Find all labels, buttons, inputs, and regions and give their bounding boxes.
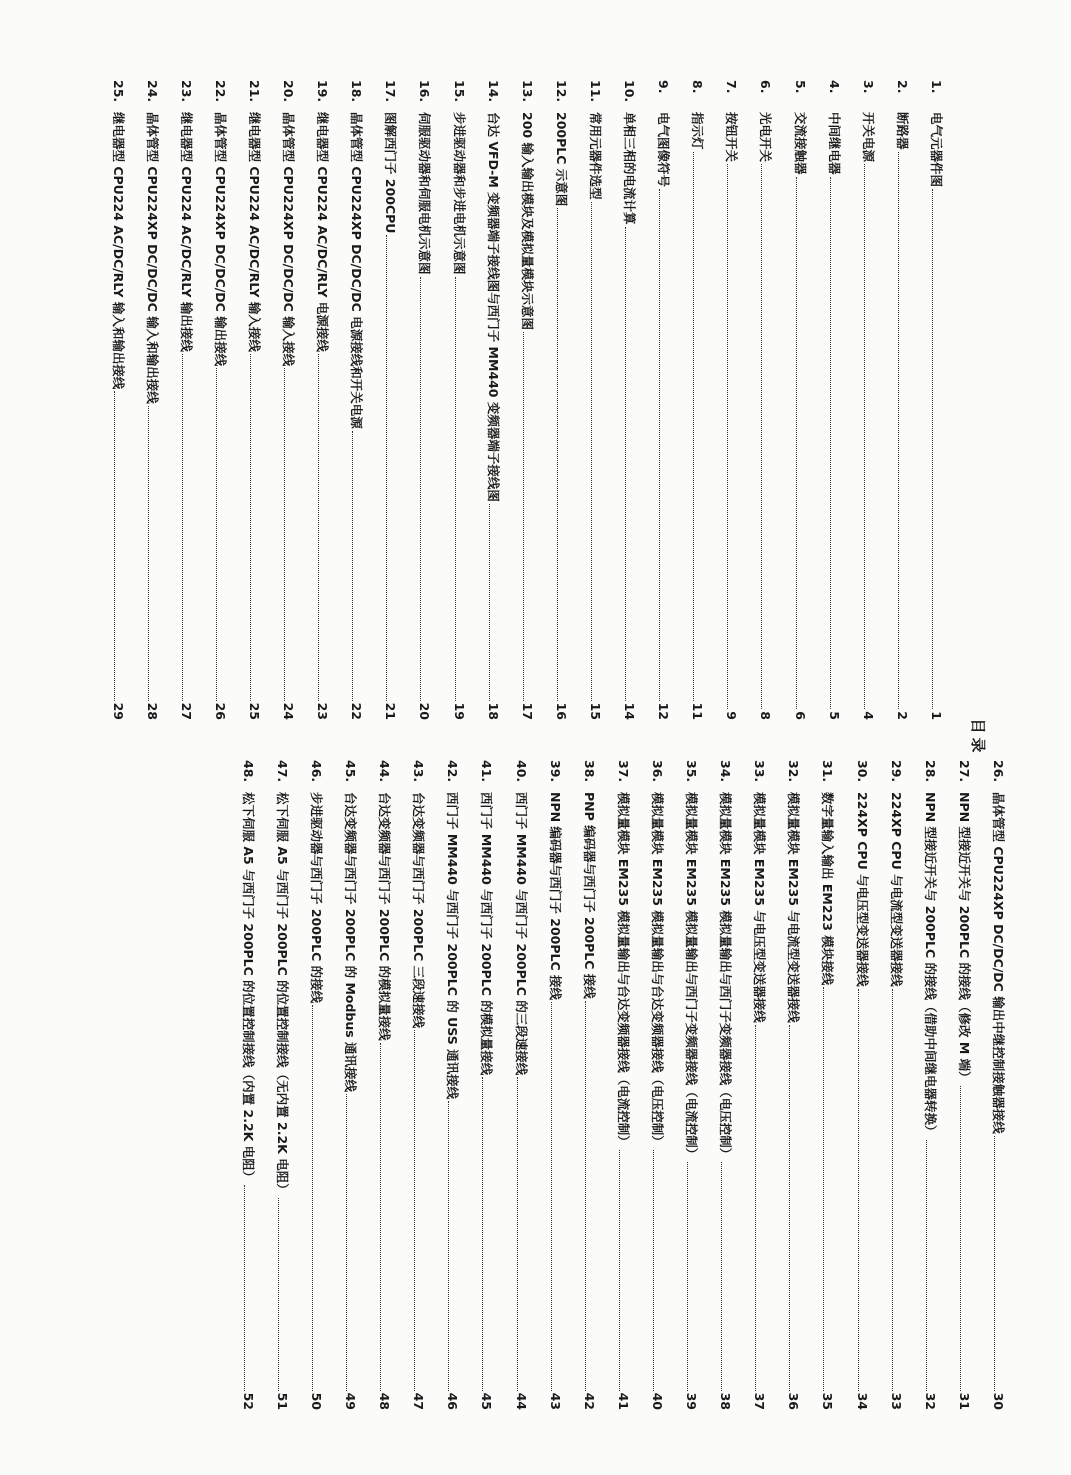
toc-leader-dots — [216, 368, 217, 700]
toc-entry — [685, 80, 707, 720]
toc-leader-dots — [312, 1005, 313, 1390]
toc-entry-number: 16. — [417, 80, 433, 103]
toc-entry-page: 36 — [786, 1392, 802, 1410]
toc-entry-number: 34. — [718, 760, 734, 783]
toc-entry-page: 11 — [690, 702, 706, 720]
toc-leader-dots — [278, 1198, 279, 1391]
toc-entry-page: 49 — [343, 1392, 359, 1410]
toc-leader-dots — [659, 189, 660, 701]
toc-entry — [344, 80, 366, 720]
toc-entry-page: 2 — [894, 711, 910, 720]
page-title: 目录 — [969, 718, 987, 757]
toc-entry-title: 松下伺服 A5 与西门子 200PLC 的位置控制接线（内置 2.2K 电阻） — [240, 792, 256, 1184]
toc-entry — [651, 80, 673, 720]
toc-leader-dots — [386, 235, 387, 700]
toc-entry-title: 常用元器件选型 — [588, 112, 603, 200]
toc-entry-page: 12 — [656, 702, 672, 720]
toc-entry-title: 200 输入输出模块及模拟量模块示意图 — [519, 112, 535, 330]
toc-entry-number: 45. — [343, 760, 359, 783]
toc-entry-page: 17 — [519, 702, 535, 720]
toc-entry — [583, 80, 605, 720]
toc-entry-page: 48 — [377, 1392, 393, 1410]
toc-leader-dots — [892, 989, 893, 1391]
toc-leader-dots — [380, 1043, 381, 1391]
toc-leader-dots — [517, 1077, 518, 1390]
toc-leader-dots — [591, 202, 592, 701]
toc-entry-title: 模拟量模块 EM235 模拟量输出与西门子变频器接线（电压控制） — [718, 792, 734, 1161]
toc-entry-number: 24. — [144, 80, 160, 103]
toc-entry-page: 29 — [110, 702, 126, 720]
toc-entry-title: 晶体管型 CPU224XP DC/DC/DC 输入接线 — [281, 112, 297, 367]
toc-entry-number: 28. — [922, 760, 938, 783]
toc-entry — [481, 80, 503, 720]
toc-entry-page: 51 — [274, 1392, 290, 1410]
toc-leader-dots — [796, 177, 797, 710]
toc-entry-page: 27 — [178, 702, 194, 720]
toc-entry — [781, 760, 803, 1410]
toc-entry-number: 20. — [281, 80, 297, 103]
toc-leader-dots — [864, 164, 865, 709]
toc-entry-title: 模拟量模块 EM235 与电流型变送器接线 — [786, 792, 802, 1023]
toc-entry-title: 台达变频器与西门子 200PLC 的模拟量接线 — [377, 792, 393, 1041]
toc-entry-title: 按钮开关 — [724, 112, 740, 163]
toc-entry-page: 26 — [212, 702, 228, 720]
toc-entry — [918, 760, 940, 1410]
toc-entry — [719, 80, 741, 720]
toc-entry-title: 台达 VFD-M 变频器端子接线图与西门子 MM440 变频器端子接线图 — [485, 112, 501, 502]
toc-entry-number: 17. — [383, 80, 399, 103]
toc-leader-dots — [762, 164, 763, 709]
toc-entry-number: 48. — [240, 760, 256, 783]
toc-leader-dots — [693, 152, 694, 701]
toc-leader-dots — [523, 332, 524, 701]
toc-entry-number: 4. — [826, 80, 842, 94]
toc-entry-title: 继电器型 CPU224 AC/DC/RLY 输出接线 — [178, 112, 194, 352]
toc-entry-page: 40 — [650, 1392, 665, 1410]
toc-leader-dots — [687, 1162, 688, 1390]
toc-entry-number: 6. — [758, 80, 774, 94]
toc-leader-dots — [830, 177, 831, 710]
toc-entry — [952, 760, 974, 1410]
toc-leader-dots — [619, 1150, 620, 1391]
toc-entry — [816, 760, 838, 1410]
toc-entry-title: 晶体管型 CPU224XP DC/DC/DC 输出中继控制接触器接线 — [991, 792, 1006, 1134]
toc-entry-page: 5 — [826, 711, 842, 720]
toc-entry-number: 2. — [894, 80, 910, 94]
toc-entry — [747, 760, 769, 1410]
toc-entry-title: NPN 型接近开关与 200PLC 的接线（修改 M 端） — [956, 792, 972, 1084]
toc-entry — [850, 760, 872, 1410]
toc-leader-dots — [551, 1002, 552, 1391]
toc-entry-page: 28 — [144, 702, 160, 720]
toc-entry-title: 台达变频器与西门子 200PLC 的 Modbus 通讯接线 — [343, 792, 359, 1093]
toc-entry-title: 继电器型 CPU224 AC/DC/RLY 电源接线 — [315, 112, 331, 352]
toc-entry-title: 步进驱动器与西门子 200PLC 的接线 — [309, 792, 324, 1004]
toc-entry — [140, 80, 162, 720]
toc-entry-page: 22 — [349, 702, 365, 720]
toc-leader-dots — [898, 152, 899, 710]
toc-entry-number: 9. — [656, 80, 672, 94]
toc-entry-number: 8. — [690, 80, 706, 94]
toc-entry-page: 16 — [553, 702, 569, 720]
toc-leader-dots — [414, 1030, 415, 1390]
toc-entry-page: 23 — [315, 702, 331, 720]
toc-entry-number: 41. — [479, 760, 495, 783]
toc-entry-page: 34 — [854, 1392, 870, 1410]
toc-leader-dots — [148, 406, 149, 701]
toc-entry — [106, 80, 128, 720]
toc-leader-dots — [727, 164, 728, 709]
toc-entry-number: 18. — [349, 80, 365, 103]
toc-entry-page: 45 — [479, 1392, 495, 1410]
toc-entry-number: 37. — [615, 760, 631, 783]
toc-entry-number: 32. — [786, 760, 802, 783]
toc-entry-number: 12. — [553, 80, 569, 103]
toc-entry-page: 21 — [383, 702, 399, 720]
toc-leader-dots — [346, 1094, 347, 1391]
toc-entry-page: 33 — [888, 1392, 904, 1410]
toc-entry — [788, 80, 810, 720]
toc-entry — [236, 760, 258, 1410]
toc-entry-number: 14. — [485, 80, 501, 103]
toc-entry-page: 44 — [513, 1392, 529, 1410]
toc-entry-number: 15. — [451, 80, 467, 103]
toc-entry-title: PNP 编码器与西门子 200PLC 接线 — [581, 792, 597, 999]
toc-entry — [754, 80, 776, 720]
toc-entry-page: 6 — [792, 711, 808, 720]
toc-entry-number: 42. — [445, 760, 461, 783]
toc-entry-page: 14 — [622, 702, 638, 720]
toc-leader-dots — [421, 277, 422, 701]
toc-entry-title: 模拟量模块 EM235 与电压型变送器接线 — [752, 792, 768, 1023]
toc-entry-title: 西门子 MM440 与西门子 200PLC 的模拟量接线 — [479, 792, 495, 1076]
toc-entry-number: 13. — [519, 80, 535, 103]
toc-entry — [338, 760, 360, 1410]
toc-entry — [577, 760, 599, 1410]
toc-leader-dots — [994, 1136, 995, 1391]
toc-entry — [310, 80, 332, 720]
toc-leader-dots — [182, 354, 183, 701]
toc-entry — [645, 760, 667, 1410]
toc-entry — [884, 760, 906, 1410]
toc-entry — [713, 760, 735, 1410]
toc-entry-title: 晶体管型 CPU224XP DC/DC/DC 电源接线和开关电源 — [349, 112, 365, 429]
toc-entry-number: 33. — [752, 760, 768, 783]
toc-entry-title: 晶体管型 CPU224XP DC/DC/DC 输入和输出接线 — [144, 112, 160, 404]
toc-entry-page: 47 — [411, 1392, 427, 1410]
toc-leader-dots — [932, 189, 933, 709]
toc-leader-dots — [789, 1025, 790, 1391]
toc-entry-title: 晶体管型 CPU224XP DC/DC/DC 输出接线 — [212, 112, 228, 367]
toc-entry-page: 4 — [860, 711, 876, 720]
toc-leader-dots — [557, 208, 558, 700]
toc-entry-title: 松下伺服 A5 与西门子 200PLC 的位置控制接线（无内置 2.2K 电阻） — [274, 792, 290, 1196]
toc-entry-number: 43. — [411, 760, 427, 783]
toc-entry-title: NPN 型接近开关与 200PLC 的接线（借助中间继电器转换） — [922, 792, 938, 1138]
toc-entry-number: 46. — [309, 760, 324, 783]
toc-leader-dots — [653, 1150, 654, 1391]
toc-leader-dots — [755, 1025, 756, 1391]
toc-entry-title: 224XP CPU 与电压型变送器接线 — [854, 792, 870, 987]
toc-entry-number: 39. — [547, 760, 563, 783]
toc-leader-dots — [721, 1162, 722, 1390]
toc-leader-dots — [585, 1001, 586, 1391]
toc-entry-number: 40. — [513, 760, 529, 783]
toc-entry — [406, 760, 428, 1410]
toc-entry-title: 电气图像符号 — [656, 112, 672, 188]
toc-entry-title: 开关电源 — [860, 112, 876, 163]
toc-leader-dots — [352, 431, 353, 701]
toc-entry-number: 7. — [724, 80, 740, 94]
toc-entry-page: 35 — [820, 1392, 836, 1410]
toc-entry-title: 西门子 MM440 与西门子 200PLC 的三段速接线 — [513, 792, 529, 1076]
toc-entry-title: 伺服驱动器和伺服电机示意图 — [417, 112, 433, 275]
toc-entry-number: 36. — [650, 760, 665, 783]
toc-entry-page: 24 — [281, 702, 297, 720]
toc-entry-page: 37 — [752, 1392, 768, 1410]
toc-entry-page: 30 — [991, 1392, 1006, 1410]
toc-entry — [378, 80, 400, 720]
toc-leader-dots — [960, 1086, 961, 1391]
toc-entry — [856, 80, 878, 720]
toc-entry — [242, 80, 264, 720]
toc-entry-page: 18 — [485, 702, 501, 720]
toc-leader-dots — [858, 989, 859, 1391]
toc-entry-title: 数字量输入输出 EM223 模块接线 — [820, 792, 836, 986]
toc-entry-number: 31. — [820, 760, 836, 783]
toc-entry-number: 23. — [178, 80, 194, 103]
toc-entry-title: 中间继电器 — [826, 112, 842, 175]
toc-entry — [515, 80, 537, 720]
toc-entry-page: 31 — [956, 1392, 972, 1410]
toc-entry — [822, 80, 844, 720]
toc-leader-dots — [455, 277, 456, 701]
toc-entry-page: 9 — [724, 711, 740, 720]
toc-entry — [447, 80, 469, 720]
toc-entry-title: 模拟量模块 EM235 模拟量输出与台达变频器接线（电流控制） — [615, 792, 631, 1148]
toc-entry-page: 41 — [615, 1392, 631, 1410]
toc-entry-title: 图解西门子 200CPU — [383, 112, 399, 234]
toc-entry-number: 22. — [212, 80, 228, 103]
toc-entry-number: 11. — [588, 80, 603, 103]
toc-entry-title: 指示灯 — [690, 112, 706, 150]
toc-entry-number: 10. — [622, 80, 638, 103]
toc-entry-number: 30. — [854, 760, 870, 783]
toc-entry-title: 继电器型 CPU224 AC/DC/RLY 输入和输出接线 — [110, 112, 126, 390]
toc-entry-title: 断路器 — [894, 112, 910, 150]
toc-entry — [549, 80, 571, 720]
toc-entry-page: 43 — [547, 1392, 563, 1410]
toc-entry-page: 50 — [309, 1392, 324, 1410]
toc-entry — [270, 760, 292, 1410]
toc-entry — [890, 80, 912, 720]
toc-entry-number: 5. — [792, 80, 808, 94]
toc-entry-page: 42 — [581, 1392, 597, 1410]
toc-entry-number: 19. — [315, 80, 331, 103]
toc-entry-title: 步进驱动器和步进电机示意图 — [451, 112, 467, 275]
toc-entry-number: 27. — [956, 760, 972, 783]
toc-entry-title: 交流接触器 — [792, 112, 808, 175]
toc-entry — [208, 80, 230, 720]
toc-entry-page: 52 — [240, 1392, 256, 1410]
toc-entry-page: 25 — [247, 702, 262, 720]
toc-leader-dots — [824, 987, 825, 1390]
toc-leader-dots — [114, 391, 115, 700]
toc-leader-dots — [483, 1077, 484, 1390]
toc-entry-title: 台达变频器与西门子 200PLC 三段速接线 — [411, 792, 427, 1029]
toc-entry-page: 46 — [445, 1392, 461, 1410]
toc-entry-title: 电气元器件图 — [929, 112, 944, 188]
toc-entry — [924, 80, 946, 720]
toc-entry-title: 模拟量模块 EM235 模拟量输出与台达变频器接线（电压控制） — [650, 792, 665, 1148]
toc-entry-number: 3. — [860, 80, 876, 94]
toc-leader-dots — [244, 1185, 245, 1390]
toc-entry-page: 15 — [588, 702, 603, 720]
toc-entry-title: 224XP CPU 与电流型变送器接线 — [888, 792, 904, 987]
toc-leader-dots — [448, 1101, 449, 1391]
toc-entry — [679, 760, 701, 1410]
toc-entry-number: 1. — [929, 80, 944, 94]
toc-entry — [611, 760, 633, 1410]
toc-entry — [304, 760, 326, 1410]
toc-entry — [174, 80, 196, 720]
toc-entry — [617, 80, 639, 720]
toc-entry — [276, 80, 298, 720]
toc-entry-page: 8 — [758, 711, 774, 720]
toc-leader-dots — [926, 1140, 927, 1391]
toc-entry — [372, 760, 394, 1410]
toc-entry-number: 35. — [684, 760, 700, 783]
toc-entry-title: 继电器型 CPU224 AC/DC/RLY 输入接线 — [247, 112, 262, 352]
toc-entry-page: 19 — [451, 702, 467, 720]
toc-entry-page: 39 — [684, 1392, 700, 1410]
toc-entry — [543, 760, 565, 1410]
toc-entry-number: 21. — [247, 80, 262, 103]
toc-entry-page: 32 — [922, 1392, 938, 1410]
toc-entry-number: 38. — [581, 760, 597, 783]
toc-entry-number: 25. — [110, 80, 126, 103]
toc-entry-page: 20 — [417, 702, 433, 720]
toc-entry-number: 29. — [888, 760, 904, 783]
toc-entry-number: 26. — [991, 760, 1006, 783]
toc-entry-title: NPN 编码器与西门子 200PLC 接线 — [547, 792, 563, 1001]
toc-entry — [509, 760, 531, 1410]
toc-leader-dots — [318, 354, 319, 701]
toc-entry — [413, 80, 435, 720]
toc-leader-dots — [625, 227, 626, 701]
toc-entry — [986, 760, 1008, 1410]
toc-entry-title: 光电开关 — [758, 112, 774, 163]
toc-leader-dots — [250, 354, 251, 701]
toc-entry-page: 1 — [929, 711, 944, 720]
toc-entry-title: 模拟量模块 EM235 模拟量输出与西门子变频器接线（电流控制） — [684, 792, 700, 1161]
toc-leader-dots — [284, 368, 285, 700]
toc-entry-title: 西门子 MM440 与西门子 200PLC 的 USS 通讯接线 — [445, 792, 461, 1100]
toc-entry-page: 38 — [718, 1392, 734, 1410]
toc-leader-dots — [489, 504, 490, 701]
toc-entry-number: 44. — [377, 760, 393, 783]
toc-entry-number: 47. — [274, 760, 290, 783]
toc-entry — [475, 760, 497, 1410]
toc-entry-title: 200PLC 示意图 — [553, 112, 569, 207]
toc-entry — [440, 760, 462, 1410]
toc-entry-title: 单相三相的电流计算 — [622, 112, 638, 225]
